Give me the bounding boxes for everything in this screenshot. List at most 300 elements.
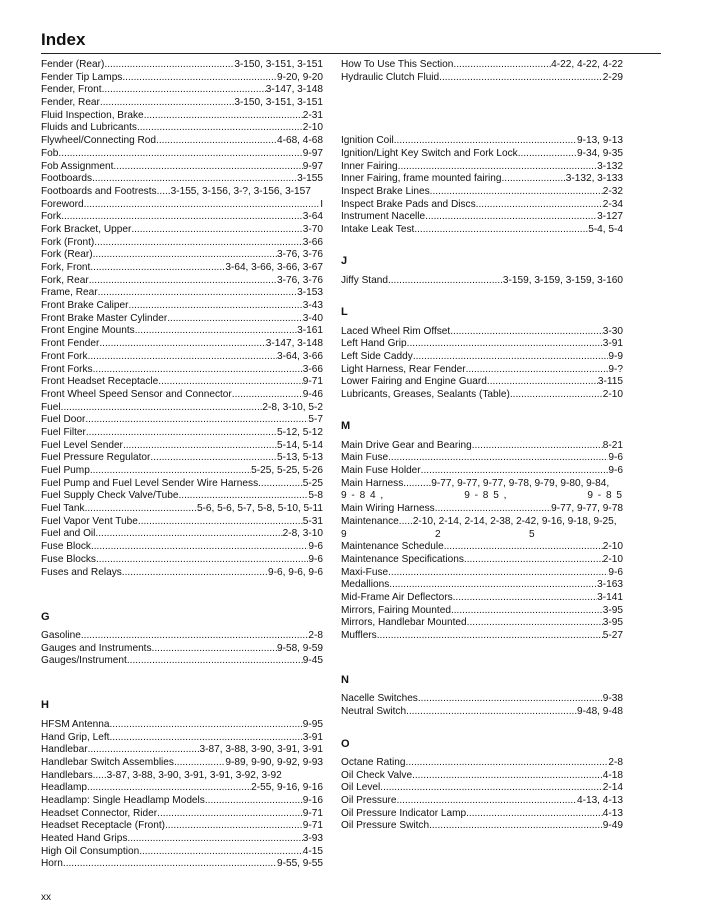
index-entry-term: Fuse Blocks [41, 553, 96, 565]
dot-leader [451, 605, 603, 618]
index-entry [41, 249, 323, 262]
index-entry-pages: 9-34, 9-35 [576, 147, 623, 159]
index-entry [341, 148, 623, 161]
index-entry [341, 351, 623, 364]
index-entry-pages: 9-49 [602, 820, 623, 832]
index-entry-pages: 3-64, 3-66, 3-66, 3-67 [225, 262, 323, 273]
index-entry [41, 655, 323, 668]
index-entry-pages: 3-147, 3-148 [265, 84, 323, 96]
dot-leader [407, 338, 603, 351]
index-entry [341, 186, 623, 199]
index-entry-pages: 3-66 [302, 236, 323, 248]
index-entry-pages: 9-6 [608, 566, 623, 578]
dot-leader [100, 97, 234, 110]
dot-leader [87, 782, 251, 795]
index-entry-pages: 3-64 [302, 211, 323, 223]
dot-leader [93, 364, 303, 377]
index-entry-term: Fuel Pressure Regulator [41, 452, 151, 464]
dot-leader [122, 72, 277, 85]
dot-leader [109, 719, 302, 732]
dot-leader [430, 186, 603, 199]
section-heading: M [341, 420, 351, 433]
index-entry [41, 782, 323, 795]
dot-leader [135, 325, 297, 338]
index-entry-pages: 3-153 [297, 287, 323, 299]
dot-leader [127, 655, 303, 668]
index-entry [341, 617, 623, 630]
dot-leader [84, 199, 321, 212]
index-entry-pages: 3-155 [297, 173, 323, 185]
index-entry [41, 389, 323, 402]
index-entry-term: Oil Pressure [341, 795, 397, 806]
index-entry-term: Mufflers [341, 630, 377, 642]
index-entry-pages: 5-13, 5-13 [276, 452, 323, 464]
index-entry-pages: 3-150, 3-151, 3-151 [234, 97, 323, 109]
index-entry [41, 300, 323, 313]
index-entry-term: Front Brake Caliper [41, 300, 129, 312]
dot-leader [138, 516, 303, 529]
index-entry-term: HFSM Antenna [41, 718, 110, 730]
index-entry-pages: 3-66 [302, 363, 323, 375]
dot-leader [453, 592, 598, 605]
index-entry-pages: 3-76, 3-76 [276, 274, 323, 286]
index-entry-term: Mid-Frame Air Deflectors [341, 591, 453, 603]
index-entry [341, 338, 623, 351]
dot-leader [467, 617, 603, 630]
index-entry [41, 846, 323, 859]
index-entry-pages: 5-25 [302, 477, 323, 489]
index-entry-term: Fuel Tank [41, 503, 85, 515]
index-entry [41, 795, 323, 808]
index-entry-term: Foreword [41, 198, 84, 210]
dot-leader [466, 808, 603, 821]
dot-leader [85, 503, 197, 516]
index-entry-term: Headset Connector, Rider [41, 807, 158, 819]
index-entry-pages: 5-14, 5-14 [276, 439, 323, 451]
index-entry-term: Fuel Supply Check Valve/Tube [41, 490, 179, 502]
index-entry-term: Jiffy Stand [341, 274, 388, 286]
index-entry-pages: 5-4, 5-4 [588, 223, 623, 235]
index-entry-term: High Oil Consumption [41, 845, 140, 857]
section-heading: N [341, 674, 349, 687]
index-entry-pages: 3-95 [602, 604, 623, 616]
index-entry [41, 262, 323, 275]
index-entry [341, 567, 623, 580]
index-entry-term: Fork (Front) [41, 236, 95, 248]
index-entry [41, 630, 323, 643]
dot-leader [61, 211, 303, 224]
dot-leader [152, 643, 277, 656]
index-entry-pages: 4-22, 4-22, 4-22 [551, 59, 623, 70]
dot-leader [421, 465, 609, 478]
index-entry [41, 211, 323, 224]
index-entry-pages: 5 [529, 528, 536, 540]
dot-leader [90, 262, 225, 275]
index-entry-pages: 2-14 [602, 782, 623, 794]
index-entry-term: Gauges/Instrument [41, 655, 127, 667]
index-entry [341, 161, 623, 174]
dot-leader [518, 148, 577, 161]
index-entry-pages: 3-76, 3-76 [276, 249, 323, 261]
index-entry-term: Headlamp [41, 782, 88, 794]
index-entry [341, 199, 623, 212]
index-entry-pages: 2-31 [302, 109, 323, 121]
index-entry-pages: 9-71 [302, 807, 323, 819]
index-entry-term: Fender (Rear) [41, 59, 105, 70]
index-entry-term: Fender, Front [41, 84, 102, 96]
index-entry [341, 706, 623, 719]
dot-leader [144, 110, 303, 123]
dot-leader [129, 300, 303, 313]
index-entry [41, 732, 323, 745]
dot-leader [380, 782, 603, 795]
dot-leader [93, 249, 277, 262]
index-entry-pages: 9 [341, 528, 348, 540]
index-entry-pages: 9-89, 9-90, 9-92, 9-93 [225, 756, 323, 768]
index-entry-term: Laced Wheel Rim Offset [341, 325, 451, 337]
index-entry-term: Footboards and Footrests.....3-155, 3-156, 3-?, 3-156, 3-157 [41, 185, 311, 197]
index-entry-term: Fuse Block [41, 541, 91, 553]
index-entry-term: Fork, Front [41, 262, 91, 273]
index-entry-term: Hand Grip, Left [41, 731, 110, 743]
index-entry [41, 516, 323, 529]
index-entry-pages: 9-? [608, 363, 623, 375]
index-entry-term: Main Fuse [341, 452, 389, 464]
index-entry-pages: 4-13 [602, 807, 623, 819]
index-entry-pages: 9-6 [308, 541, 323, 553]
index-entry [341, 541, 623, 554]
index-entry [41, 364, 323, 377]
index-entry-term: Heated Hand Grips [41, 833, 128, 844]
dot-leader [127, 833, 302, 846]
index-entry-pages: 4-15 [302, 845, 323, 857]
index-entry [341, 135, 623, 148]
index-entry-term: Fork (Rear) [41, 249, 93, 261]
dot-leader [86, 427, 277, 440]
index-entry-pages: 9-71 [302, 820, 323, 832]
index-entry-term: Left Hand Grip [341, 338, 407, 350]
dot-leader [413, 351, 609, 364]
dot-leader [425, 211, 597, 224]
index-entry [341, 503, 623, 516]
index-entry [341, 630, 623, 643]
index-entry [41, 744, 323, 757]
index-entry-term: Footboards [41, 173, 93, 185]
index-entry [341, 440, 623, 453]
index-entry [41, 135, 323, 148]
index-entry-pages: 3-70 [302, 223, 323, 235]
index-entry-term: Front Engine Mounts [41, 325, 135, 337]
dot-leader [178, 490, 308, 503]
index-entry [41, 224, 323, 237]
index-entry [41, 237, 323, 250]
index-entry [341, 757, 623, 770]
index-entry [341, 59, 623, 72]
index-entry-pages: 9-6, 9-6, 9-6 [268, 566, 323, 578]
index-entry [41, 465, 323, 478]
index-entry [41, 770, 323, 783]
index-entry-term: Fender Tip Lamps [41, 71, 123, 83]
page-number: xx [41, 892, 51, 903]
index-entry-pages: 2-8, 3-10 [282, 528, 323, 540]
index-entry [341, 173, 623, 186]
index-entry-term: Gasoline [41, 629, 81, 641]
index-entry [41, 84, 323, 97]
index-entry [341, 452, 623, 465]
index-entry-term: Horn [41, 858, 63, 870]
dot-leader [510, 389, 603, 402]
index-entry [341, 389, 623, 402]
index-entry-pages: I [320, 198, 323, 210]
dot-leader [406, 706, 577, 719]
dot-leader [388, 275, 503, 288]
index-entry-pages: 2-55, 9-16, 9-16 [251, 782, 323, 794]
index-entry-pages: 9-55, 9-55 [276, 858, 323, 870]
index-entry [41, 820, 323, 833]
index-entry-pages: 3-87, 3-88, 3-90, 3-91, 3-91 [199, 744, 323, 756]
index-entry-pages: 3-141 [597, 591, 623, 603]
index-entry-term: Inner Fairing [341, 160, 398, 172]
index-entry-term: Fuel Level Sender [41, 439, 123, 451]
index-entry-term: Oil Level [341, 782, 381, 794]
dot-leader [174, 757, 225, 770]
index-entry [341, 224, 623, 237]
index-entry [41, 199, 323, 212]
dot-leader [95, 528, 282, 541]
index-entry [341, 364, 623, 377]
dot-leader [61, 402, 263, 415]
index-entry-pages: 3-127 [597, 211, 623, 223]
dot-leader [388, 567, 608, 580]
index-entry-pages: 9-9 [608, 350, 623, 362]
index-entry [41, 148, 323, 161]
index-entry [41, 541, 323, 554]
index-entry-pages: 9-13, 9-13 [576, 135, 623, 147]
index-entry-term: Main Fuse Holder [341, 465, 421, 477]
index-entry-pages: 4-68, 4-68 [276, 135, 323, 147]
dot-leader [131, 224, 302, 237]
section-heading: J [341, 255, 348, 268]
index-entry-pages: 8-21 [602, 439, 623, 451]
dot-leader [414, 224, 588, 237]
index-entry-term: Inspect Brake Pads and Discs [341, 198, 476, 210]
index-entry-term: Fork [41, 211, 62, 223]
index-entry-pages: 9-97 [302, 147, 323, 159]
index-entry-term: Mirrors, Handlebar Mounted [341, 617, 467, 629]
index-entry-pages: 9-58, 9-59 [276, 642, 323, 654]
index-entry-term: Left Side Caddy [341, 350, 413, 362]
index-entry-term: Ignition/Light Key Switch and Fork Lock [341, 147, 518, 159]
index-entry [341, 693, 623, 706]
index-entry [41, 376, 323, 389]
dot-leader [88, 744, 200, 757]
index-entry-pages: 2-8 [308, 629, 323, 641]
index-entry-term: Fuel Pump [41, 465, 90, 476]
index-entry [41, 59, 323, 72]
index-entry [41, 808, 323, 821]
index-entry-pages: 3-43 [302, 300, 323, 312]
index-entry-pages: 9-71 [302, 376, 323, 388]
index-entry-term: Mirrors, Fairing Mounted [341, 604, 451, 616]
index-entry-pages: 9 - 8 5 , [464, 490, 508, 502]
dot-leader [205, 795, 303, 808]
index-entry-term: Oil Check Valve [341, 769, 413, 781]
index-entry [341, 795, 623, 808]
index-entry-pages: 9-6 [308, 553, 323, 565]
section-heading: H [41, 699, 49, 712]
index-entry-pages: 5-8 [308, 490, 323, 502]
index-entry-pages: 3-161 [297, 325, 323, 337]
index-entry-term: Nacelle Switches [341, 693, 418, 705]
index-entry-pages: 3-93 [302, 833, 323, 844]
index-entry-term: Instrument Nacelle [341, 211, 426, 223]
dot-leader [450, 326, 603, 339]
index-entry-term: Fob [41, 147, 59, 159]
index-entry-pages: 2-10 [602, 388, 623, 400]
dot-leader [418, 693, 603, 706]
index-entry-pages: 2-10 [602, 553, 623, 565]
index-entry-pages: 3-30 [602, 325, 623, 337]
index-entry [41, 833, 323, 846]
index-entry-pages: 5-12, 5-12 [276, 426, 323, 438]
index-entry-pages: 9-16 [302, 794, 323, 806]
index-entry [41, 122, 323, 135]
index-entry-pages: 3-91 [602, 338, 623, 350]
dot-leader [98, 287, 298, 300]
index-entry-term: Light Harness, Rear Fender [341, 363, 466, 375]
dot-leader [158, 376, 303, 389]
index-entry-pages: 9-95 [302, 718, 323, 730]
index-entry-pages: 2-8 [608, 756, 623, 768]
index-entry [41, 287, 323, 300]
index-entry-term: Front Headset Receptacle [41, 376, 159, 388]
dot-leader [406, 757, 609, 770]
index-entry-pages: 9-46 [302, 388, 323, 400]
index-entry-term: Front Forks [41, 363, 93, 375]
index-entry [341, 605, 623, 618]
index-entry-term: Maxi-Fuse [341, 566, 389, 578]
dot-leader [81, 630, 309, 643]
index-entry-term: Front Fork [41, 350, 88, 362]
index-entry [41, 503, 323, 516]
index-entry [41, 325, 323, 338]
index-entry [341, 211, 623, 224]
index-entry-pages: 9-6 [608, 465, 623, 477]
dot-leader [137, 122, 303, 135]
index-entry [41, 719, 323, 732]
dot-leader [109, 732, 302, 745]
section-heading: O [341, 737, 350, 750]
index-entry-pages: 9-48, 9-48 [576, 706, 623, 718]
index-entry-term: Fuel Door [41, 414, 86, 426]
index-entry-term: Hydraulic Clutch Fluid [341, 71, 440, 83]
dot-leader [63, 858, 277, 871]
index-entry [41, 402, 323, 415]
dot-leader [157, 808, 303, 821]
dot-leader [90, 465, 251, 478]
index-entry-term: Fuel Pump and Fuel Level Sender Wire Harness [41, 477, 259, 489]
dot-leader [123, 440, 277, 453]
index-entry-term: Inspect Brake Lines [341, 185, 430, 197]
dot-leader [122, 567, 268, 580]
index-entry-term: Maintenance Specifications [341, 553, 464, 565]
dot-leader [96, 554, 308, 567]
index-entry [341, 72, 623, 85]
dot-leader [397, 795, 577, 808]
index-entry-pages: 2-34 [602, 198, 623, 210]
index-entry-term: Fuel and Oil [41, 528, 96, 540]
dot-leader [94, 237, 303, 250]
dot-leader [85, 414, 308, 427]
index-entry [41, 275, 323, 288]
index-column-right [341, 59, 623, 833]
index-entry-term: Oil Pressure Indicator Lamp [341, 807, 467, 819]
index-entry [41, 452, 323, 465]
index-entry-pages: 3-40 [302, 312, 323, 324]
index-entry-pages: 3-91 [302, 731, 323, 743]
dot-leader [139, 846, 303, 859]
index-entry-term: Medallions [341, 579, 390, 591]
index-entry-term: Main Drive Gear and Bearing [341, 439, 472, 451]
dot-leader [466, 364, 609, 377]
index-entry [41, 643, 323, 656]
index-entry-term: Octane Rating [341, 756, 406, 768]
index-entry [341, 465, 623, 478]
dot-leader [167, 313, 303, 326]
index-entry-pages: 2-29 [602, 71, 623, 83]
index-entry [341, 579, 623, 592]
dot-leader [429, 820, 603, 833]
dot-leader [389, 579, 597, 592]
index-entry [341, 478, 623, 503]
index-entry-term: Headset Receptacle (Front) [41, 820, 165, 832]
index-entry-pages: 5-6, 5-6, 5-7, 5-8, 5-10, 5-11 [196, 503, 323, 515]
index-entry-term: Neutral Switch [341, 706, 407, 718]
index-entry [41, 490, 323, 503]
index-entry-pages: 9-45 [302, 655, 323, 667]
index-entry-term: Fork Bracket, Upper [41, 223, 132, 235]
dot-leader [476, 199, 603, 212]
index-entry-term: Front Wheel Speed Sensor and Connector [41, 388, 232, 400]
index-entry [341, 592, 623, 605]
title-divider [41, 53, 661, 54]
index-entry-term: Fob Assignment [41, 160, 114, 172]
index-entry [41, 567, 323, 580]
index-entry [341, 326, 623, 339]
dot-leader [394, 135, 577, 148]
index-entry [41, 440, 323, 453]
index-entry [41, 313, 323, 326]
index-entry [41, 757, 323, 770]
index-entry [41, 110, 323, 123]
index-column-left [41, 59, 323, 871]
index-entry-text: Maintenance.....2-10, 2-14, 2-14, 2-38, 2-42, 9-16, 9-18, 9-25, [341, 515, 617, 527]
index-entry-pages: 5-27 [602, 630, 623, 642]
dot-leader [472, 440, 603, 453]
index-entry-term: Inner Fairing, frame mounted fairing [341, 173, 502, 185]
index-entry-text: Main Harness..........9-77, 9-77, 9-77, 9-78, 9-79, 9-80, 9-84, [341, 477, 610, 489]
index-entry [41, 528, 323, 541]
index-entry [41, 161, 323, 174]
dot-leader [435, 503, 551, 516]
dot-leader [439, 72, 603, 85]
index-entry [41, 173, 323, 186]
index-entry [41, 427, 323, 440]
dot-leader [464, 554, 603, 567]
index-entry-pages: 9 - 8 4 , [341, 490, 385, 502]
index-entry-pages: 5-31 [302, 515, 323, 527]
dot-leader [58, 148, 302, 161]
